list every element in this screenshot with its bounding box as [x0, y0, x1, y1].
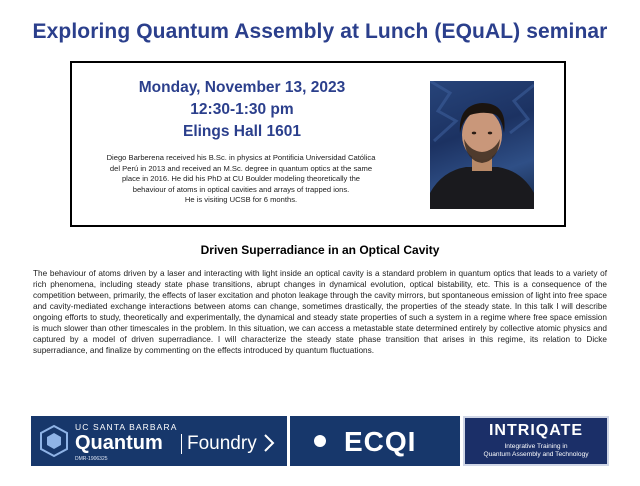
- intriqate-logo: [463, 416, 609, 466]
- chevron-right-icon: [263, 434, 275, 452]
- ucsb-wordmark: UC SANTA BARBARA: [75, 422, 178, 432]
- foundry-emblem-icon: [39, 424, 69, 458]
- bio-line: del Perú in 2013 and received an M.Sc. degree in quantum optics at the same: [109, 163, 373, 173]
- bio-line: Diego Barberena received his B.Sc. in physics at Pontificia Universidad Católica: [106, 153, 376, 162]
- speaker-bio: [78, 153, 404, 206]
- ecqi-emblem-icon: [304, 425, 336, 457]
- talk-abstract: The behaviour of atoms driven by a laser and interacting with light inside an optical cavity is a standard problem in quantum optics that leads to a variety of rich phenomena, including steady state phase transitions, abrupt changes in dynamical evolution, optical bistability, etc. This is a consequence of the competition between, primarily, the effects of laser excitation and photon leakage through the cavity mirrors, but spontaneous emission of light into free space and cavity-mediated exchange interactions between atoms can change, sometimes drastically, the properties of the steady state. In this talk I will describe ongoing efforts to study, theoretically and experimentally, the dynamical and steady state properties of such a system in a regime where free space emission is much slower than other timescales in the problem. In this situation, we can access a metastable state determined entirely by collective atomic physics and captured by a model of driven superradiance. I will characterize the steady state phase transition that arises in this regime, its relation to Dicke superradiance, and finalize by commenting on the effects introduced by quantum fluctuations.: [33, 269, 607, 356]
- grant-number: DMR-1906325: [75, 456, 108, 462]
- quantum-wordmark: Quantum: [75, 432, 163, 454]
- bio-line: behaviour of atoms in optical cavities and arrays of trapped ions.: [132, 184, 350, 194]
- ecqi-logo: [290, 416, 460, 466]
- ecqi-wordmark: ECQI: [344, 426, 417, 457]
- intriqate-tagline-line: Quantum Assembly and Technology: [483, 451, 589, 458]
- foundry-wordmark: Foundry: [187, 433, 257, 454]
- speaker-info-box: [70, 61, 566, 227]
- intriqate-wordmark: INTRIQATE: [488, 422, 584, 439]
- intriqate-tagline-line: Integrative Training in: [504, 443, 568, 450]
- talk-title: Driven Superradiance in an Optical Cavity: [200, 243, 440, 257]
- seminar-title: Exploring Quantum Assembly at Lunch (EQuAL) seminar: [32, 20, 608, 43]
- logo-divider: [181, 434, 182, 454]
- sponsor-logos: [31, 416, 609, 466]
- bio-line: He is visiting UCSB for 6 months.: [184, 195, 298, 205]
- bio-line: place in 2016. He did his PhD at CU Boulder modeling theoretically the: [121, 174, 361, 184]
- ucsb-quantum-foundry-logo: [31, 416, 287, 466]
- event-details: [72, 77, 412, 143]
- speaker-portrait-icon: [430, 81, 534, 209]
- speaker-photo: [430, 81, 534, 209]
- event-time: 12:30-1:30 pm: [190, 101, 294, 118]
- event-location: Elings Hall 1601: [182, 123, 302, 140]
- intriqate-tagline: [465, 443, 607, 459]
- event-date: Monday, November 13, 2023: [138, 79, 346, 96]
